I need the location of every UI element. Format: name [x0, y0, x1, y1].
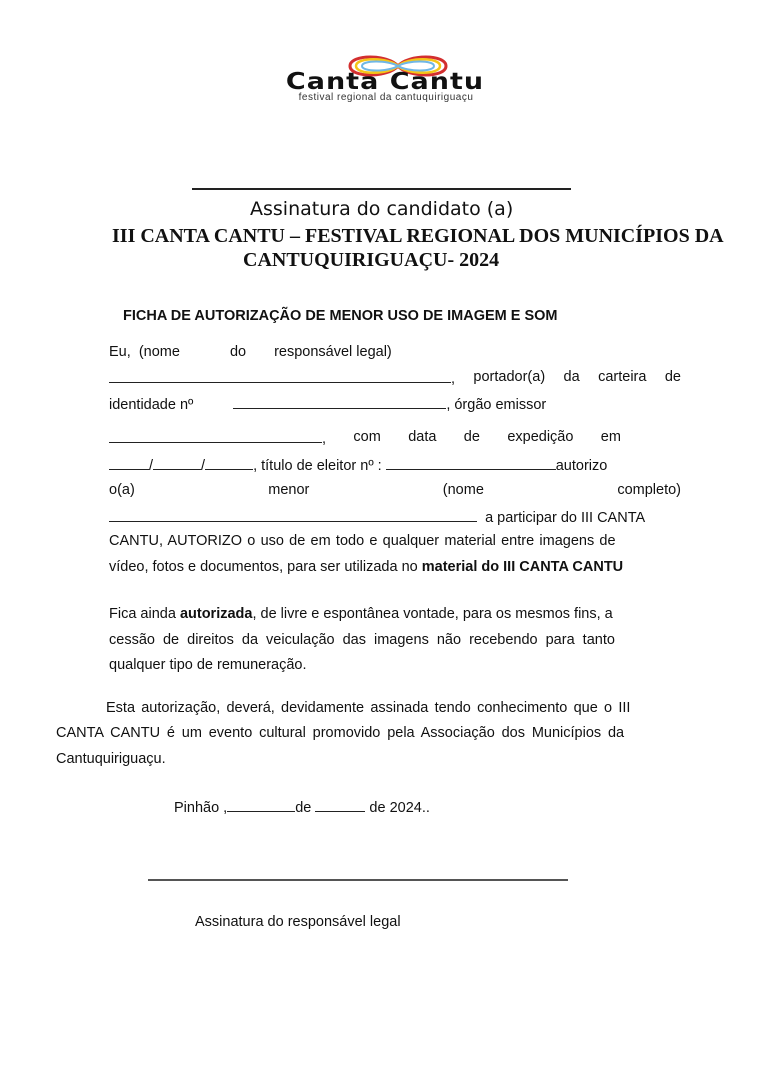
form-line-4: , com data de expedição em: [109, 428, 621, 448]
month-field[interactable]: [315, 797, 365, 812]
day-field[interactable]: [227, 797, 295, 812]
canta-cantu-logo: [210, 52, 560, 102]
responsible-name-field[interactable]: [109, 368, 451, 383]
form-line-5: / / , título de eleitor nº : autorizo: [109, 455, 607, 475]
issue-month-field[interactable]: [153, 455, 201, 470]
issue-year-field[interactable]: [205, 455, 253, 470]
candidate-signature-line: [192, 188, 571, 190]
para2-line2: cessão de direitos da veiculação das imagens não recebendo para tanto: [109, 632, 615, 648]
form-line-2: , portador(a) da carteira de: [109, 368, 681, 388]
event-title-line2: CANTUQUIRIGUAÇU- 2024: [243, 249, 500, 271]
para2-line1: Fica ainda autorizada, de livre e espontânea vontade, para os mesmos fins, a: [109, 606, 613, 622]
issue-day-field[interactable]: [109, 455, 149, 470]
issuing-agency-field[interactable]: [109, 428, 322, 443]
form-line-1: Eu, (nome do responsável legal): [109, 344, 392, 360]
event-title-line1: III CANTA CANTU – FESTIVAL REGIONAL DOS MUNICÍPIOS DA: [112, 225, 724, 247]
logo-title: Canta Cantu: [285, 68, 485, 95]
voter-id-field[interactable]: [386, 455, 556, 470]
form-title: FICHA DE AUTORIZAÇÃO DE MENOR USO DE IMAGEM E SOM: [123, 308, 558, 324]
form-line-9: vídeo, fotos e documentos, para ser utilizada no material do III CANTA CANTU: [109, 559, 624, 575]
para3-line3: Cantuquiriguaçu.: [56, 751, 166, 767]
para3-line1: Esta autorização, deverá, devidamente assinada tendo conhecimento que o III: [106, 700, 631, 716]
date-line: Pinhão , de de 2024..: [174, 797, 430, 817]
guardian-signature-label: Assinatura do responsável legal: [195, 914, 401, 930]
identity-number-field[interactable]: [233, 394, 446, 409]
minor-name-field[interactable]: [109, 507, 477, 522]
logo-subtitle: festival regional da cantuquiriguaçu: [298, 92, 474, 103]
form-line-7: a participar do III CANTA: [109, 507, 645, 527]
form-line-3: identidade nº , órgão emissor: [109, 394, 546, 414]
candidate-signature-label: Assinatura do candidato (a): [250, 198, 514, 220]
para2-line3: qualquer tipo de remuneração.: [109, 657, 307, 673]
guardian-signature-line: [148, 879, 568, 881]
form-line-8: CANTU, AUTORIZO o uso de em todo e qualquer material entre imagens de: [109, 533, 616, 549]
para3-line2: CANTA CANTU é um evento cultural promovido pela Associação dos Municípios da: [56, 725, 625, 741]
form-line-6: o(a) menor (nome completo): [109, 482, 681, 498]
